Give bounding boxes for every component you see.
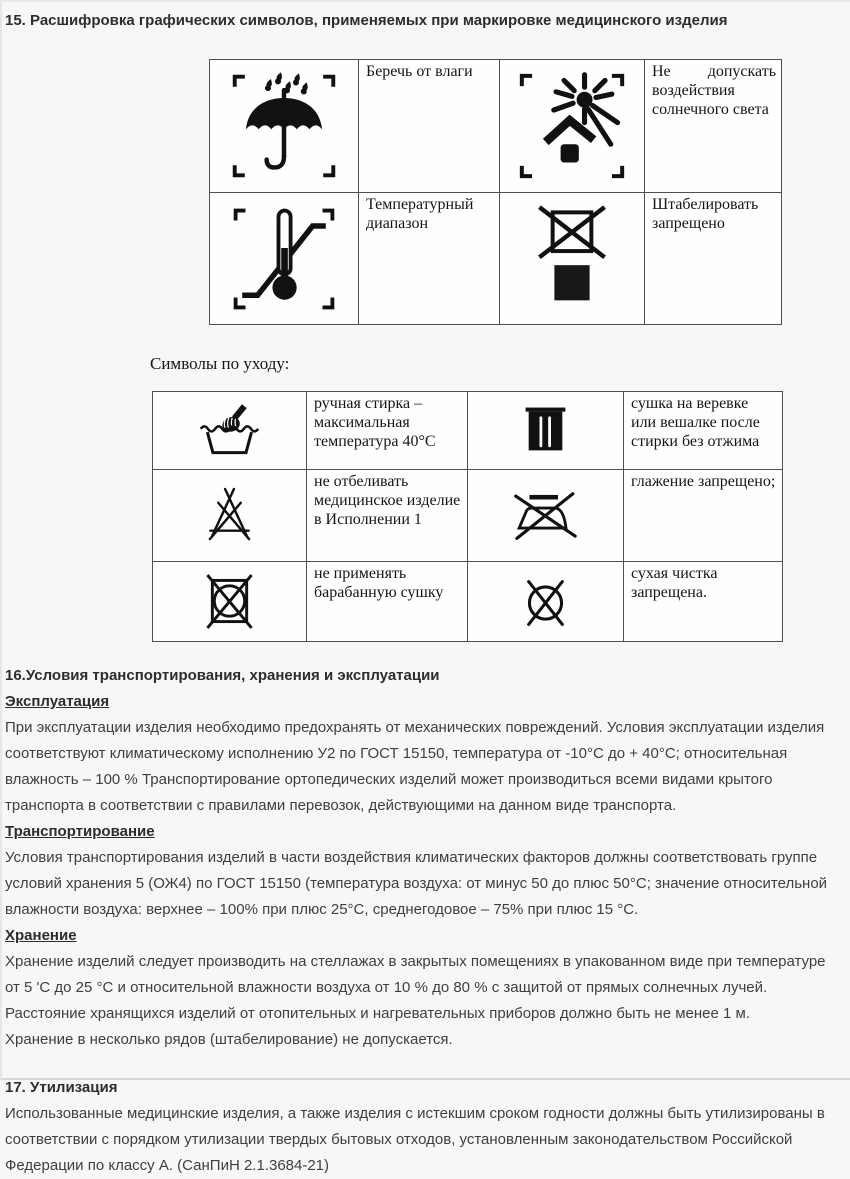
label-cell: Штабелировать запрещено	[645, 193, 782, 325]
care-symbols-heading: Символы по уходу:	[150, 354, 290, 373]
care-symbols-table	[152, 391, 783, 642]
symbol-cell	[210, 193, 359, 325]
label-cell: сухая чистка запрещена.	[624, 562, 783, 642]
symbol-cell	[468, 392, 624, 470]
symbol-cell	[153, 392, 307, 470]
label-cell: Беречь от влаги	[359, 60, 500, 193]
section-17-title: 17. Утилизация	[5, 1079, 118, 1096]
hand-wash-icon	[199, 404, 261, 457]
table-row	[210, 193, 782, 325]
label-cell: не применять барабанную сушку	[307, 562, 468, 642]
section-16-title: 16.Условия транспортирования, хранения и эксплуатации	[5, 667, 440, 684]
exploitation-text: При эксплуатации изделия необходимо предохранять от механических повреждений. Условия эксплуатации изделия соответствуют климатическому исполнению У2 по ГОСТ 15150, температура от -10°С до + 40°С; относительная влажность – 100 % Транспортирование ортопедических изделий может производиться всеми видами крытого транспорта в соответствии с правилами перевозок, действующими на данном виде транспорта.	[5, 719, 825, 814]
symbol-cell	[153, 562, 307, 642]
section-gap	[5, 1053, 838, 1075]
keep-dry-icon	[227, 70, 341, 182]
transportation-text: Условия транспортирования изделий в части воздействия климатических факторов должны соответствовать группе условий хранения 5 (ОЖ4) по ГОСТ 15150 (температура воздуха: от минус 50 до плюс 50°С; значение относительной влажности воздуха: верхнее – 100% при плюс 25°С, среднегодовое – 75% при плюс 15 °С.	[5, 849, 828, 918]
keep-away-from-sunlight-icon	[512, 69, 632, 183]
symbol-cell	[500, 193, 645, 325]
stacking-prohibited-icon	[528, 207, 616, 311]
storage-heading: Хранение	[5, 927, 77, 944]
storage-text: Хранение изделий следует производить на стеллажах в закрытых помещениях в упакованном виде при температуре от 5 'С до 25 °С и относительной влажности воздуха от 10 % до 80 % с защитой от прямых солнечных лучей. Расстояние хранящихся изделий от отопительных и нагревательных приборов должно быть не менее 1 м.	[5, 953, 826, 1022]
do-not-dry-clean-icon	[520, 576, 571, 627]
do-not-bleach-icon	[205, 488, 254, 543]
table-row	[153, 470, 783, 562]
symbol-cell	[468, 470, 624, 562]
table-row	[210, 60, 782, 193]
line-dry-icon	[525, 405, 566, 456]
table-row	[153, 562, 783, 642]
transportation-heading: Транспортирование	[5, 823, 155, 840]
disposal-text: Использованные медицинские изделия, а также изделия с истекшим сроком годности должны быть утилизированы в соответствии с порядком утилизации твердых бытовых отходов, установленным законодательством Российской Федерации по классу А. (СанПиН 2.1.3684-21)	[5, 1105, 825, 1174]
temperature-range-icon	[228, 204, 340, 314]
symbol-cell	[468, 562, 624, 642]
label-cell: Температурный диапазон	[359, 193, 500, 325]
text-sections	[2, 663, 850, 1179]
marking-symbols-table	[209, 59, 782, 325]
symbol-cell	[500, 60, 645, 193]
symbol-cell	[210, 60, 359, 193]
label-cell: ручная стирка – максимальная температура 40°С	[307, 392, 468, 470]
storage-note: Хранение в несколько рядов (штабелирование) не допускается.	[5, 1031, 453, 1048]
label-cell: глажение запрещено;	[624, 470, 783, 562]
exploitation-heading: Эксплуатация	[5, 693, 110, 710]
do-not-iron-icon	[514, 489, 578, 542]
do-not-tumble-dry-icon	[205, 574, 254, 629]
section-15-title: 15. Расшифровка графических символов, применяемых при маркировке медицинского изделия	[5, 12, 728, 29]
label-cell: не отбеливать медицинское изделие в Исполнении 1	[307, 470, 468, 562]
table-row	[153, 392, 783, 470]
label-cell: сушка на веревке или вешалке после стирки без отжима	[624, 392, 783, 470]
symbol-cell	[153, 470, 307, 562]
label-cell: Не допускать воздействия солнечного света	[645, 60, 782, 193]
